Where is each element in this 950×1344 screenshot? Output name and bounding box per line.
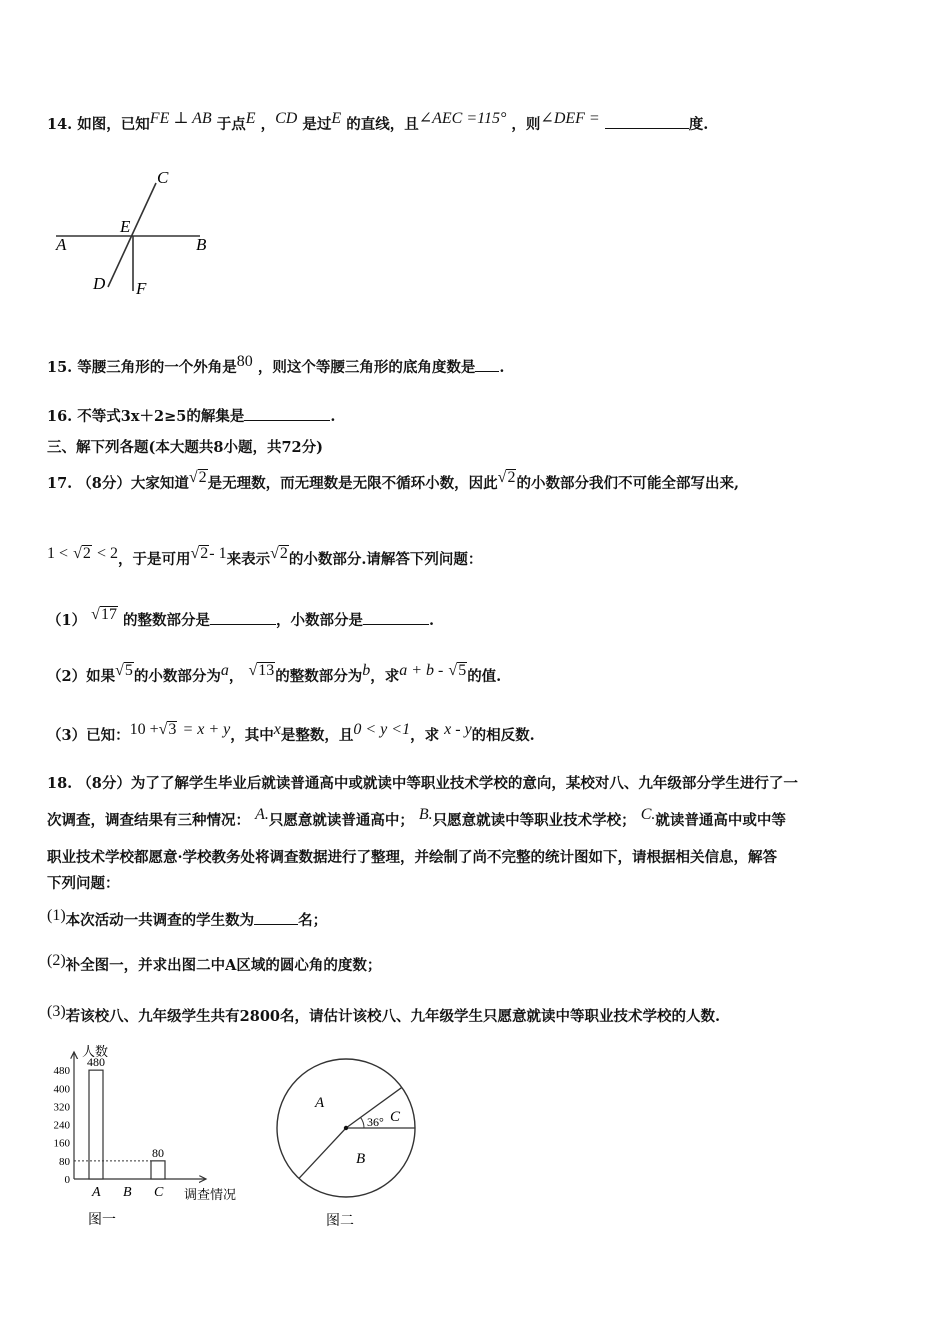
q17-text: ，求 (370, 668, 400, 685)
q18-sub3 (47, 1003, 721, 1027)
q17-text: . (429, 612, 435, 629)
bar-a (89, 1070, 103, 1179)
sqrt-3: √3 (158, 721, 177, 738)
q17-text: ， (228, 668, 244, 685)
angle-arc (361, 1117, 364, 1128)
bar-value-label: 480 (87, 1055, 105, 1070)
q16-text: 的解集是 (186, 408, 245, 425)
bar-chart (40, 1042, 250, 1232)
q17-text: ，于是可用 (117, 551, 191, 568)
q18-sub2 (47, 952, 382, 976)
label-a: A (56, 235, 67, 254)
q18-sub1 (47, 908, 327, 931)
q17-text: 是整数，且 (280, 727, 354, 744)
pie-center (344, 1126, 348, 1130)
q15-text: 等腰三角形的一个外角是 (77, 359, 237, 376)
y-tick-label: 400 (53, 1083, 70, 1096)
q14-math-e: E (331, 110, 342, 127)
label-e: E (120, 217, 131, 236)
sqrt-2: √2 (73, 545, 91, 562)
q17-number: 17. (47, 475, 73, 492)
q14-text: 于点 (216, 116, 246, 133)
q17-text: 的整数部分为 (275, 668, 363, 685)
q18-sub3-label: (3) (47, 1003, 66, 1020)
y-tick-label: 0 (64, 1174, 70, 1186)
q17-part3-ineq: 0 < y <1 (353, 721, 411, 738)
q18-number: 18. (47, 775, 73, 792)
q14-text: ，则 (511, 116, 541, 133)
sqrt-5: √5 (448, 662, 467, 679)
q16-text: . (330, 408, 336, 425)
q17-ineq-left: 1 < (47, 545, 69, 562)
q17-score: （8分） (77, 475, 131, 492)
q14-math-e: E (245, 110, 256, 127)
pie-label-c: C (390, 1109, 401, 1125)
section-heading: 三、解下列各题(本大题共8小题，共72分) (47, 439, 323, 456)
q14-text: 是过 (302, 116, 332, 133)
q15-text: . (499, 359, 505, 376)
q17-text: ，其中 (230, 727, 274, 744)
q17-part3-label: （3）已知： (47, 727, 130, 744)
q17-text: 的小数部分.请解答下列问题： (288, 551, 483, 568)
q14-text: 的直线，且 (346, 116, 419, 133)
x-tick-label: B (123, 1185, 132, 1200)
q17-text: 是无理数，而无理数是无限不循环小数，因此 (207, 475, 498, 492)
y-tick-label: 80 (59, 1155, 70, 1168)
q17-minus-one: - 1 (209, 545, 227, 562)
q14-math-angle-def: ∠DEF = (540, 110, 600, 127)
q17-part2-label: （2）如果 (47, 668, 116, 685)
q17-part2 (47, 662, 502, 687)
var-x: x (273, 721, 281, 738)
q17-ineq-right: < 2 (96, 545, 118, 562)
q14-answer-blank[interactable] (605, 112, 689, 129)
pie-chart (268, 1038, 438, 1238)
q14-text: 度. (688, 116, 709, 133)
q18-sub2-label: (2) (47, 952, 66, 969)
q17-part1-blank-integer[interactable] (210, 608, 276, 625)
q18-text: 补全图一，并求出图二中A区域的圆心角的度数； (65, 957, 382, 974)
q14-number: 14. (47, 116, 73, 133)
q16-text: 不等式 (77, 408, 121, 425)
q15-number: 15. (47, 359, 73, 376)
q14-text: 如图，已知 (77, 116, 150, 133)
sqrt-2: √2 (190, 545, 209, 562)
q15-answer-blank[interactable] (475, 355, 499, 372)
label-d: D (93, 274, 106, 293)
q16-answer-blank[interactable] (244, 404, 330, 421)
label-c: C (157, 168, 169, 187)
sqrt-13: √13 (248, 662, 275, 679)
q18-option-a: A. (255, 806, 269, 823)
q17-text: 的小数部分为 (133, 668, 221, 685)
q18-text: 为了了解学生毕业后就读普通高中或就读中等职业技术学校的意向，某校对八、九年级部分学生进行了一 (130, 775, 798, 792)
pie-label-a: A (315, 1095, 325, 1111)
q16-line (47, 404, 335, 427)
y-tick-label: 240 (53, 1119, 70, 1132)
x-tick-label: C (154, 1185, 164, 1200)
q18-line3: 职业技术学校都愿意·学校教务处将调查数据进行了整理，并绘制了尚不完整的统计图如下，请根据相关信息，解答 (47, 849, 778, 866)
q15-text: ，则这个等腰三角形的底角度数是 (257, 359, 476, 376)
q17-part3-expr: = x + y (182, 721, 231, 738)
line-cd (108, 183, 156, 287)
radius-a-b (299, 1128, 346, 1178)
q15-line (47, 355, 504, 378)
q14-text: ， (260, 116, 276, 133)
q17-part3 (47, 721, 535, 746)
y-axis-label: 人数 (82, 1044, 109, 1059)
q18-sub1-blank[interactable] (254, 908, 298, 925)
sqrt-17: √17 (91, 606, 117, 623)
q14-math-fe-perp-ab: FE ⊥ AB (149, 110, 212, 127)
q18-text: 若该校八、九年级学生共有2800名，请估计该校八、九年级学生只愿意就读中等职业技术学校的人数. (65, 1008, 721, 1025)
pie-label-b: B (356, 1151, 366, 1167)
label-b: B (196, 235, 207, 254)
y-tick-label: 160 (53, 1137, 70, 1150)
q18-line4: 下列问题： (47, 875, 120, 892)
figure1-caption: 图一 (88, 1213, 116, 1228)
q17-part1-blank-decimal[interactable] (363, 608, 429, 625)
q18-text: 本次活动一共调查的学生数为 (65, 912, 255, 929)
q16-inequality: 3x＋2≥5 (120, 408, 187, 425)
angle-label: 36° (367, 1115, 384, 1129)
q18-option-b: B. (418, 806, 433, 823)
q17-text: 大家知道 (130, 475, 189, 492)
q14-figure (50, 165, 230, 305)
q14-math-cd: CD (275, 110, 298, 127)
sqrt-2: √2 (270, 545, 288, 562)
q18-sub1-label: (1) (47, 907, 66, 924)
q17-text: 的相反数. (471, 727, 535, 744)
var-b: b (362, 662, 371, 679)
q18-option-c: C. (640, 806, 656, 823)
y-tick-label: 320 (53, 1101, 70, 1114)
q17-part1 (47, 608, 434, 631)
q17-line1 (47, 469, 739, 494)
q17-text: ，小数部分是 (276, 612, 363, 629)
label-f: F (136, 279, 147, 298)
bar-value-label: 80 (152, 1145, 164, 1160)
q17-text: 来表示 (226, 551, 271, 568)
var-a: a (220, 662, 229, 679)
q18-text: 就读普通高中或中等 (655, 812, 786, 829)
q17-part2-expr: a + b - (399, 662, 444, 679)
x-tick-label: A (92, 1185, 101, 1200)
q17-text: 的值. (467, 668, 502, 685)
sqrt-2: √2 (188, 469, 207, 486)
q17-part3-expr: 10 + (129, 721, 159, 738)
q17-line2 (47, 545, 483, 570)
q18-text: 只愿意就读普通高中； (268, 812, 414, 829)
q17-part3-expr: x - y (444, 721, 472, 738)
q14-line (47, 112, 708, 135)
q16-number: 16. (47, 408, 73, 425)
q18-line2 (47, 806, 786, 831)
figure2-caption: 图二 (326, 1214, 354, 1229)
sqrt-5: √5 (115, 662, 133, 679)
q18-text: 次调查，调查结果有三种情况： (47, 812, 250, 829)
q18-line1 (47, 774, 798, 794)
q17-text: 的小数部分我们不可能全部写出来, (516, 475, 739, 492)
q14-math-angle-aec: ∠AEC =115° (418, 110, 507, 127)
y-tick-label: 480 (53, 1065, 70, 1078)
q18-text: 名； (298, 912, 328, 929)
q18-score: （8分） (77, 775, 131, 792)
x-axis-label: 调查情况 (184, 1187, 237, 1202)
q17-text: ，求 (410, 727, 440, 744)
q17-part1-label: （1） (47, 612, 87, 629)
q17-text: 的整数部分是 (123, 612, 210, 629)
sqrt-2: √2 (497, 469, 516, 486)
q15-math-80: 80 (236, 353, 253, 370)
q18-text: 只愿意就读中等职业技术学校； (432, 812, 636, 829)
bar-c (151, 1161, 165, 1179)
